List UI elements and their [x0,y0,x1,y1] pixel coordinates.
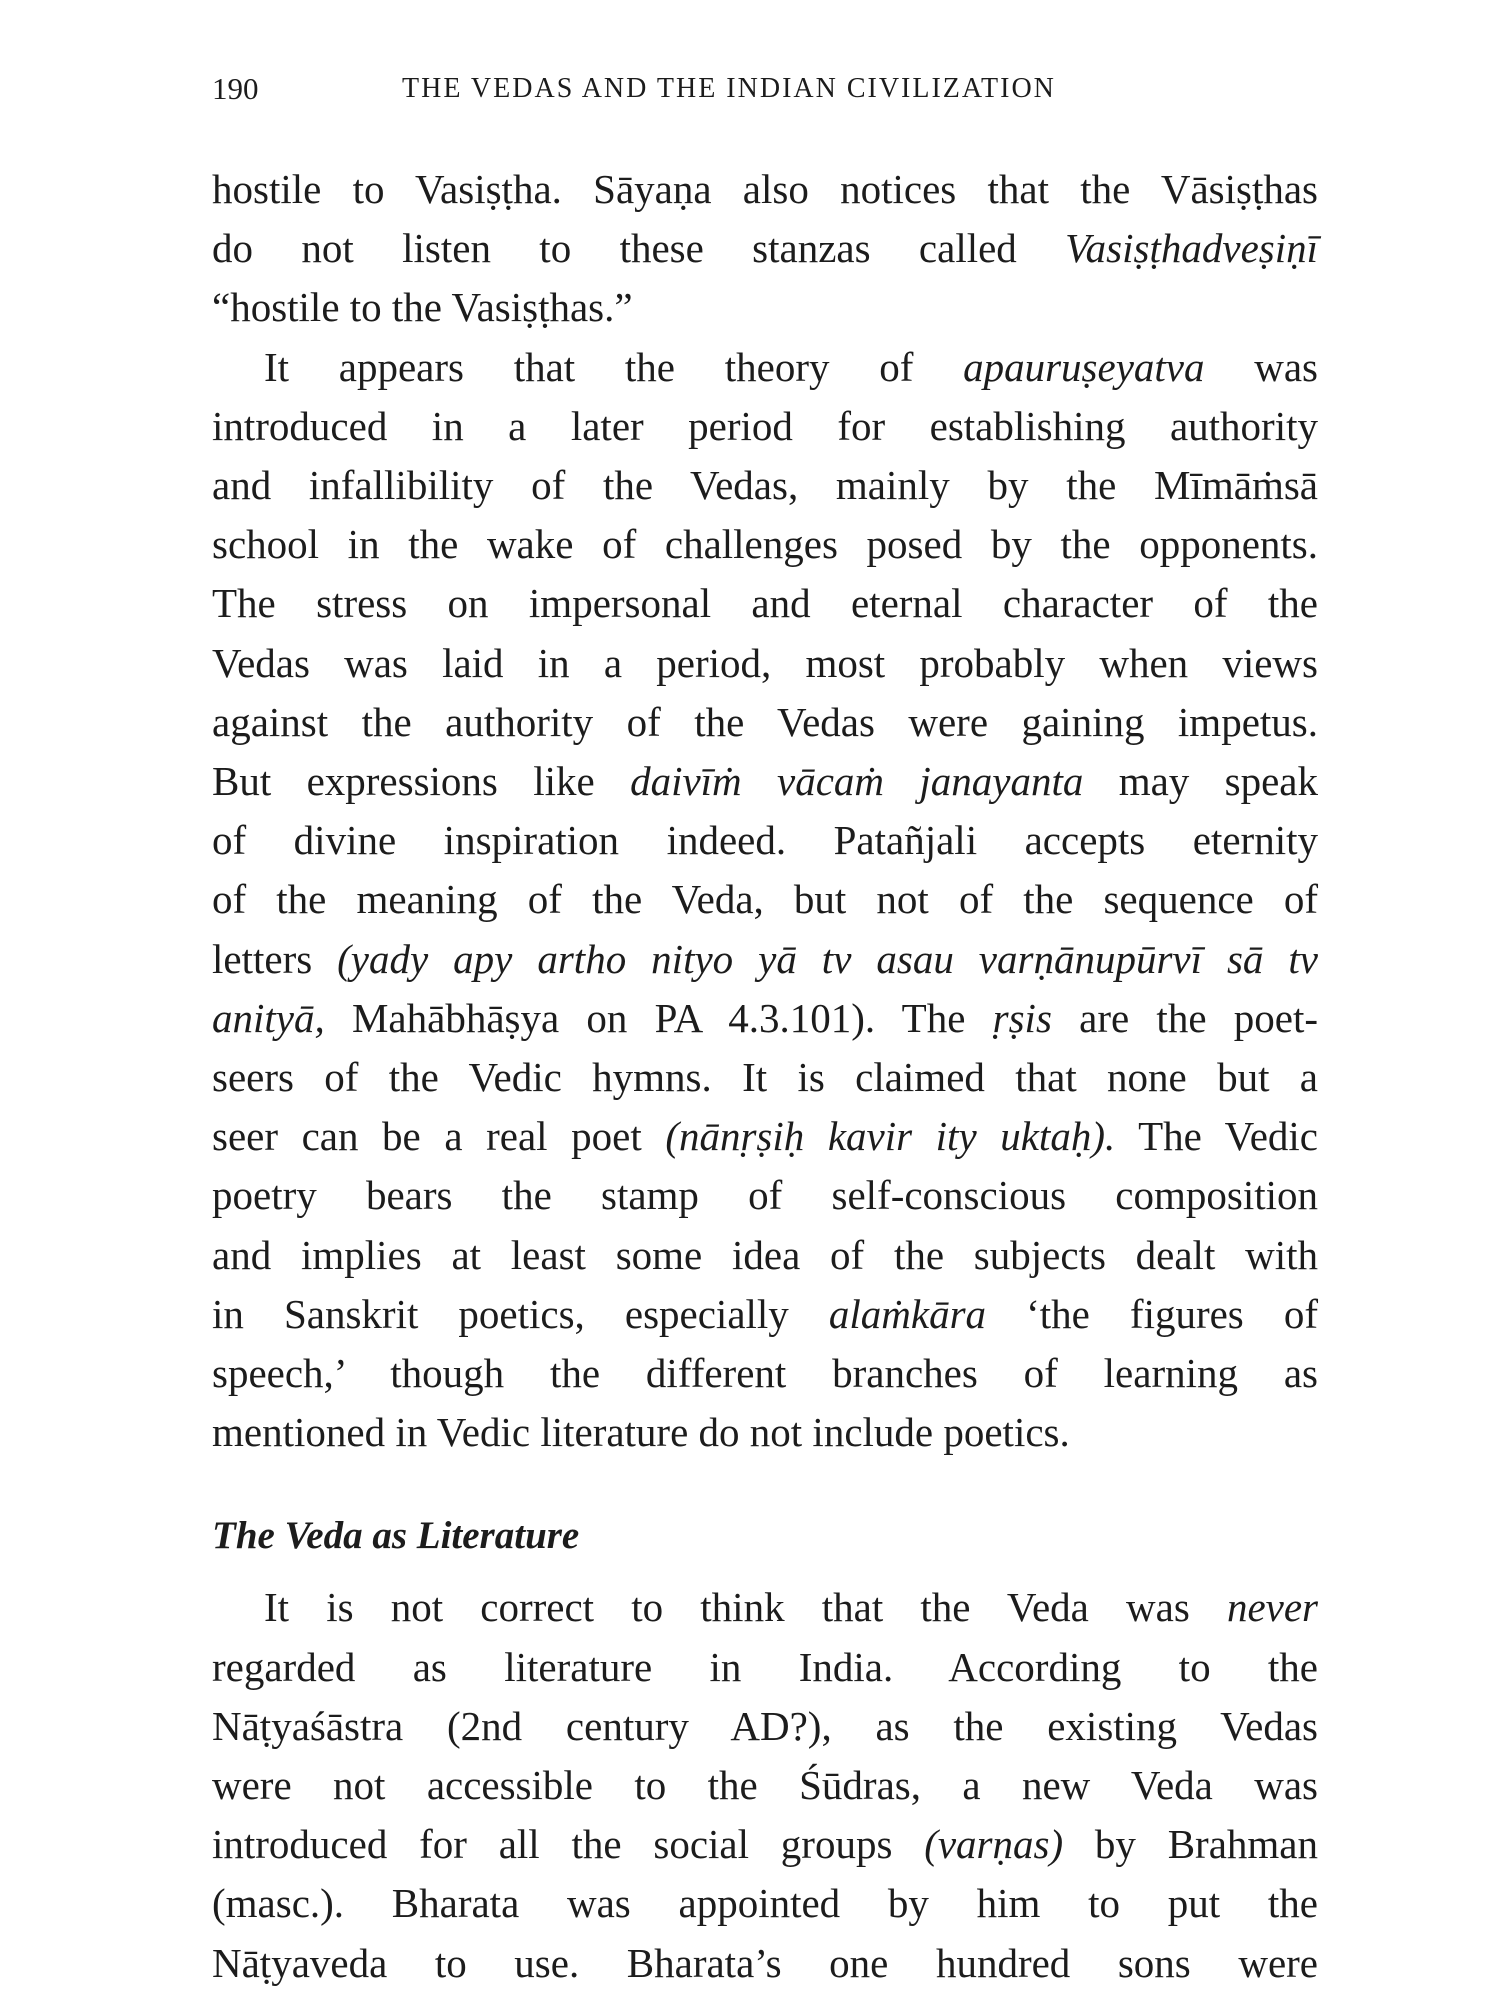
text-line: Nāṭyaveda to use. Bharata’s one hundred sons were [212,1939,1318,1986]
text-line: of the meaning of the Veda, but not of the sequence of [212,876,1318,923]
text-line: seer can be a real poet (nānṛṣiḥ kavir ity uktaḥ). The Vedic [212,1113,1319,1160]
text-line: (masc.). Bharata was appointed by him to put the [212,1880,1318,1927]
text-line: against the authority of the Vedas were gaining impetus. [212,698,1318,745]
text-line: mentioned in Vedic literature do not include poetics. [212,1409,1070,1456]
paragraph-1 [212,160,1318,338]
text-line: introduced in a later period for establishing authority [212,402,1318,449]
text-line: poetry bears the stamp of self-conscious composition [212,1172,1318,1219]
text-line: The stress on impersonal and eternal character of the [212,580,1318,627]
text-line: and implies at least some idea of the subjects dealt with [212,1231,1318,1278]
section-heading: The Veda as Literature [212,1514,580,1558]
text-line: Vedas was laid in a period, most probably when views [212,639,1318,686]
book-page [212,0,1318,2000]
body-text [212,160,1318,1993]
paragraph-2 [212,338,1318,1463]
text-line: Nāṭyaśāstra (2nd century AD?), as the existing Vedas [212,1702,1318,1749]
text-line: of divine inspiration indeed. Patañjali accepts eternity [212,817,1318,864]
text-line: introduced for all the social groups (varṇas) by Brahman [212,1821,1318,1868]
text-line: do not listen to these stanzas called Vasiṣṭhadveṣiṇī [212,225,1318,272]
text-line: regarded as literature in India. According to the [212,1643,1318,1690]
running-title: THE VEDAS AND THE INDIAN CIVILIZATION [402,73,1056,104]
text-line: were not accessible to the Śūdras, a new Veda was [212,1762,1318,1809]
text-line: speech,’ though the different branches of learning as [212,1350,1318,1397]
text-line: It appears that the theory of apauruṣeyatva was [264,343,1318,390]
paragraph-3 [212,1578,1318,1992]
text-line: in Sanskrit poetics, especially alaṁkāra ‘the figures of [212,1290,1318,1337]
text-line: anityā, Mahābhāṣya on PA 4.3.101). The ṛṣis are the poet- [212,994,1318,1041]
text-line: seers of the Vedic hymns. It is claimed that none but a [212,1054,1318,1101]
text-line: school in the wake of challenges posed by the opponents. [212,521,1318,568]
text-line: letters (yady apy artho nityo yā tv asau varṇānupūrvī sā tv [212,935,1318,982]
text-line: It is not correct to think that the Veda was never [264,1584,1318,1631]
text-line: “hostile to the Vasiṣṭhas.” [212,284,633,331]
page-number: 190 [212,71,259,106]
text-line: hostile to Vasiṣṭha. Sāyaṇa also notices that the Vāsiṣṭhas [212,166,1318,212]
text-line: But expressions like daivīṁ vācaṁ janayanta may speak [212,758,1318,805]
text-line: and infallibility of the Vedas, mainly by the Mīmāṁsā [212,462,1318,509]
running-header [212,66,1318,112]
